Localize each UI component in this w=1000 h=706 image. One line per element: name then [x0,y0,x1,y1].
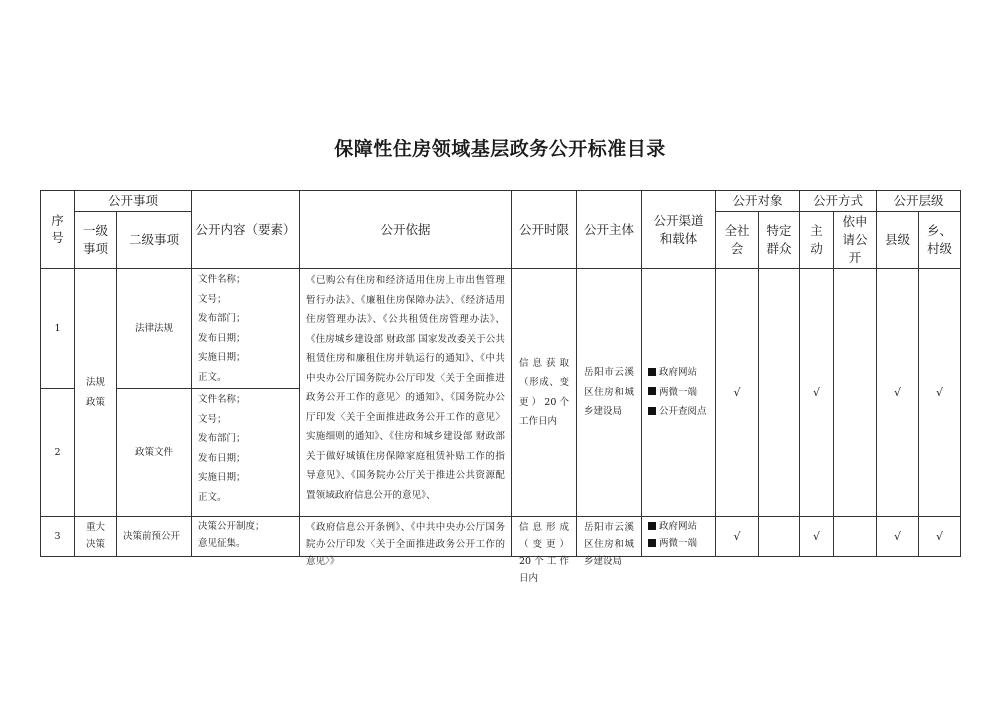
check-quanshehui: √ [716,517,759,557]
row-shixian: 信息获取（形成、变更）20个工作日内 [512,269,577,517]
row-erji: 决策前预公开 [117,517,192,557]
row-neirong: 决策公开制度； 意见征集。 [192,517,300,557]
header-yiju: 公开依据 [300,191,512,269]
row-no: 2 [41,389,75,517]
header-cengji: 公开层级 [877,191,961,212]
check-teding [759,269,800,517]
row-yiju: 《政府信息公开条例》、《中共中央办公厅国务院办公厅印发〈关于全面推进政务公开工作的意见〉》 [300,517,512,557]
header-teding: 特定群众 [759,212,800,269]
header-xianji: 县级 [877,212,919,269]
row-zhuti: 岳阳市云溪区住房和城乡建设局 [577,517,642,557]
row-erji: 法律法规 [117,269,192,389]
table-row [41,517,961,557]
header-zhuti: 公开主体 [577,191,642,269]
check-xianji: √ [877,517,919,557]
row-yiji: 重大决策 [75,517,117,557]
row-qudao: 政府网站 两微一端 公开查阅点 [642,269,716,517]
header-xuhao: 序号 [41,191,75,269]
header-gongkai-shixiang: 公开事项 [75,191,192,212]
check-yishenqing [834,269,877,517]
header-qudao: 公开渠道和载体 [642,191,716,269]
header-neirong: 公开内容（要素） [192,191,300,269]
check-yishenqing [834,517,877,557]
check-zhudong: √ [800,517,834,557]
row-zhuti: 岳阳市云溪区住房和城乡建设局 [577,269,642,517]
row-shixian: 信息形成（变更）20个工作日内 [512,517,577,557]
catalog-table [40,190,961,584]
row-no: 3 [41,517,75,557]
check-xiangcun: √ [919,517,961,557]
header-erji: 二级事项 [117,212,192,269]
header-zhudong: 主动 [800,212,834,269]
header-yishenqing: 依申请公开 [834,212,877,269]
check-xianji: √ [877,269,919,517]
check-teding [759,517,800,557]
row-neirong: 文件名称； 文号； 发布部门； 发布日期； 实施日期； 正文。 [192,269,300,389]
row-yiji: 法规政策 [75,269,117,517]
check-xiangcun: √ [919,269,961,517]
header-quanshehui: 全社会 [716,212,759,269]
row-erji: 政策文件 [117,389,192,517]
header-yiji: 一级事项 [75,212,117,269]
check-quanshehui: √ [716,269,759,517]
row-yiju: 《已购公有住房和经济适用住房上市出售管理暂行办法》、《廉租住房保障办法》、《经济适用住房管理办法》、《公共租赁住房管理办法》、《住房城乡建设部 财政部 国家发改委关于公共租赁住房和廉租住房并轨运行的通知》、《中共中央办公厅国务院办公厅印发〈关于全面推进政务公开工作的意见〉的通知》、《国务院办公厅印发〈关于全面推进政务公开工作的意见〉实施细则的通知》、《住房和城乡建设部 财政部关于做好城镇住房保障家庭租赁补贴工作的指导意见》、《国务院办公厅关于推进公共资源配置领域政府信息公开的意见》、 [300,269,512,517]
header-duixiang: 公开对象 [716,191,800,212]
header-xiangcun: 乡、村级 [919,212,961,269]
check-zhudong: √ [800,269,834,517]
row-neirong: 文件名称； 文号； 发布部门； 发布日期； 实施日期； 正文。 [192,389,300,517]
page-title: 保障性住房领域基层政务公开标准目录 [334,138,666,160]
row-no: 1 [41,269,75,389]
row-qudao: 政府网站 两微一端 [642,517,716,557]
header-fangshi: 公开方式 [800,191,877,212]
header-shixian: 公开时限 [512,191,577,269]
table-row [41,269,961,389]
